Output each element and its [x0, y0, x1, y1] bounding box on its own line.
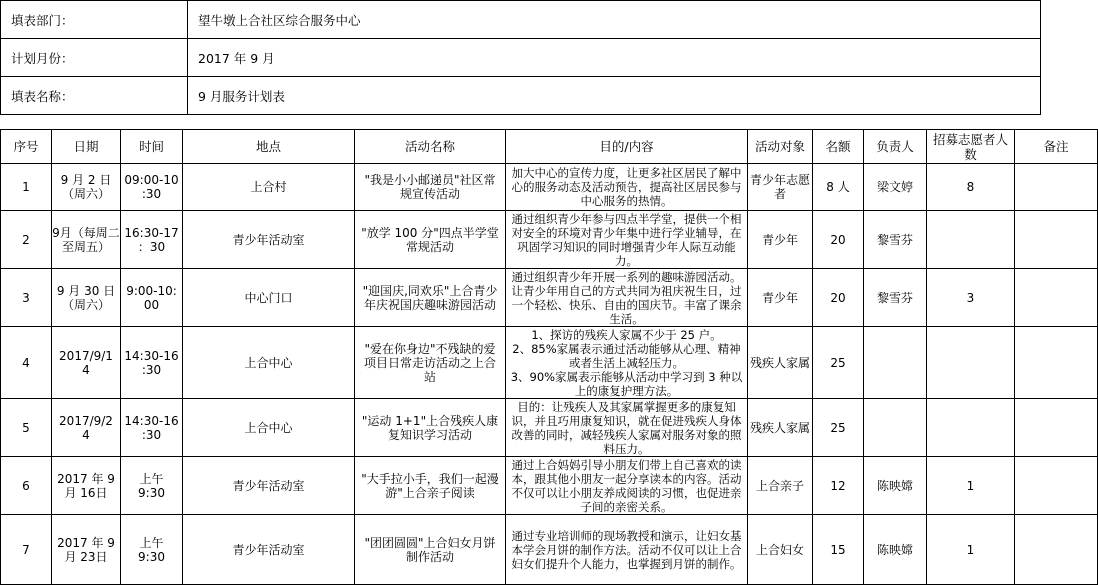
cell-quota: 8 人	[813, 164, 864, 211]
cell-volunteers: 1	[927, 457, 1015, 515]
cell-content: 目的：让残疾人及其家属掌握更多的康复知识，并且巧用康复知识，就在促进残疾人身体改善的同时，减轻残疾人家属对服务对象的照料压力。	[506, 399, 748, 457]
info-value: 9 月服务计划表	[188, 77, 1041, 115]
cell-note	[1015, 164, 1098, 211]
cell-target: 青少年	[748, 269, 813, 327]
col-note-header: 备注	[1015, 130, 1098, 164]
cell-leader: 黎雪芬	[864, 211, 927, 269]
table-row	[1, 269, 1098, 327]
cell-leader: 黎雪芬	[864, 269, 927, 327]
cell-note	[1015, 457, 1098, 515]
info-value: 2017 年 9 月	[188, 39, 1041, 77]
cell-no: 1	[1, 164, 52, 211]
cell-activity-name: "放学 100 分"四点半学堂常规活动	[355, 211, 506, 269]
cell-date: 9 月 2 日 （周六）	[52, 164, 121, 211]
cell-activity-name: "我是小小邮递员"社区常规宣传活动	[355, 164, 506, 211]
cell-place: 上合中心	[183, 327, 355, 399]
header-row	[1, 130, 1098, 164]
cell-place: 上合中心	[183, 399, 355, 457]
cell-note	[1015, 399, 1098, 457]
cell-quota: 15	[813, 515, 864, 585]
cell-place: 青少年活动室	[183, 211, 355, 269]
col-no-header: 序号	[1, 130, 52, 164]
cell-time: 14:30-16 :30	[121, 399, 183, 457]
cell-time: 09:00-10 :30	[121, 164, 183, 211]
cell-no: 7	[1, 515, 52, 585]
table-row	[1, 211, 1098, 269]
cell-no: 6	[1, 457, 52, 515]
col-content-header: 目的/内容	[506, 130, 748, 164]
cell-leader: 梁文婷	[864, 164, 927, 211]
cell-activity-name: "爱在你身边"不残缺的爱项目日常走访活动之上合站	[355, 327, 506, 399]
cell-volunteers: 1	[927, 515, 1015, 585]
cell-note	[1015, 269, 1098, 327]
cell-place: 青少年活动室	[183, 457, 355, 515]
cell-no: 4	[1, 327, 52, 399]
cell-target: 上合妇女	[748, 515, 813, 585]
table-row	[1, 164, 1098, 211]
table-row	[1, 327, 1098, 399]
cell-target: 残疾人家属	[748, 327, 813, 399]
col-leader-header: 负责人	[864, 130, 927, 164]
col-target-header: 活动对象	[748, 130, 813, 164]
cell-content: 1、探访的残疾人家属不少于 25 户。 2、85%家属表示通过活动能够从心理、精神或者生活上减轻压力。 3、90%家属表示能够从活动中学习到 3 种以上的康复护理方法。	[506, 327, 748, 399]
cell-volunteers: 3	[927, 269, 1015, 327]
cell-quota: 20	[813, 211, 864, 269]
cell-time: 16:30-17 ：30	[121, 211, 183, 269]
cell-target: 青少年	[748, 211, 813, 269]
cell-place: 中心门口	[183, 269, 355, 327]
info-row	[1, 39, 1041, 77]
plan-table	[0, 129, 1098, 585]
cell-leader: 陈映嫦	[864, 515, 927, 585]
info-row	[1, 77, 1041, 115]
cell-quota: 25	[813, 327, 864, 399]
cell-date: 2017 年 9 月 23日	[52, 515, 121, 585]
info-label: 填表部门：	[1, 1, 188, 39]
info-row	[1, 1, 1041, 39]
cell-place: 上合村	[183, 164, 355, 211]
cell-quota: 25	[813, 399, 864, 457]
cell-volunteers	[927, 399, 1015, 457]
table-row	[1, 399, 1098, 457]
info-label: 填表名称：	[1, 77, 188, 115]
cell-activity-name: "团团圆圆"上合妇女月饼制作活动	[355, 515, 506, 585]
cell-activity-name: "运动 1+1"上合残疾人康复知识学习活动	[355, 399, 506, 457]
cell-leader: 陈映嫦	[864, 457, 927, 515]
cell-content: 通过专业培训师的现场教授和演示，让妇女基本学会月饼的制作方法。活动不仅可以让上合妇女们提升个人能力，也掌握到月饼的制作。	[506, 515, 748, 585]
col-place-header: 地点	[183, 130, 355, 164]
info-table	[0, 0, 1041, 115]
cell-content: 通过组织青少年参与四点半学堂，提供一个相对安全的环境对青少年集中进行学业辅导，在巩固学习知识的同时增强青少年人际互动能力。	[506, 211, 748, 269]
cell-target: 上合亲子	[748, 457, 813, 515]
info-label: 计划月份：	[1, 39, 188, 77]
cell-content: 加大中心的宣传力度，让更多社区居民了解中心的服务动态及活动预告，提高社区居民参与中心服务的热情。	[506, 164, 748, 211]
col-volunteers-header: 招募志愿者人数	[927, 130, 1015, 164]
cell-target: 青少年志愿者	[748, 164, 813, 211]
cell-quota: 20	[813, 269, 864, 327]
cell-date: 2017/9/1 4	[52, 327, 121, 399]
cell-content: 通过组织青少年开展一系列的趣味游园活动。让青少年用自己的方式共同为祖庆祝生日，过一个轻松、快乐、自由的国庆节。丰富了课余生活。	[506, 269, 748, 327]
cell-note	[1015, 327, 1098, 399]
cell-no: 5	[1, 399, 52, 457]
cell-volunteers	[927, 211, 1015, 269]
cell-date: 2017/9/2 4	[52, 399, 121, 457]
cell-target: 残疾人家属	[748, 399, 813, 457]
cell-content: 通过上合妈妈引导小朋友们带上自己喜欢的读本，跟其他小朋友一起分享读本的内容。活动不仅可以让小朋友养成阅读的习惯，也促进亲子间的亲密关系。	[506, 457, 748, 515]
cell-activity-name: "迎国庆,同欢乐"上合青少年庆祝国庆趣味游园活动	[355, 269, 506, 327]
cell-activity-name: "大手拉小手，我们一起漫游"上合亲子阅读	[355, 457, 506, 515]
col-quota-header: 名额	[813, 130, 864, 164]
cell-leader	[864, 327, 927, 399]
cell-date: 2017 年 9 月 16日	[52, 457, 121, 515]
col-date-header: 日期	[52, 130, 121, 164]
cell-place: 青少年活动室	[183, 515, 355, 585]
cell-volunteers	[927, 327, 1015, 399]
col-time-header: 时间	[121, 130, 183, 164]
cell-note	[1015, 515, 1098, 585]
cell-date: 9月（每周二至周五）	[52, 211, 121, 269]
cell-date: 9 月 30 日 （周六）	[52, 269, 121, 327]
cell-time: 9:00-10: 00	[121, 269, 183, 327]
cell-leader	[864, 399, 927, 457]
cell-volunteers: 8	[927, 164, 1015, 211]
cell-note	[1015, 211, 1098, 269]
table-row	[1, 457, 1098, 515]
cell-no: 2	[1, 211, 52, 269]
cell-quota: 12	[813, 457, 864, 515]
table-row	[1, 515, 1098, 585]
cell-time: 上午 9:30	[121, 515, 183, 585]
cell-time: 上午 9:30	[121, 457, 183, 515]
cell-no: 3	[1, 269, 52, 327]
info-value: 望牛墩上合社区综合服务中心	[188, 1, 1041, 39]
col-name-header: 活动名称	[355, 130, 506, 164]
cell-time: 14:30-16 :30	[121, 327, 183, 399]
